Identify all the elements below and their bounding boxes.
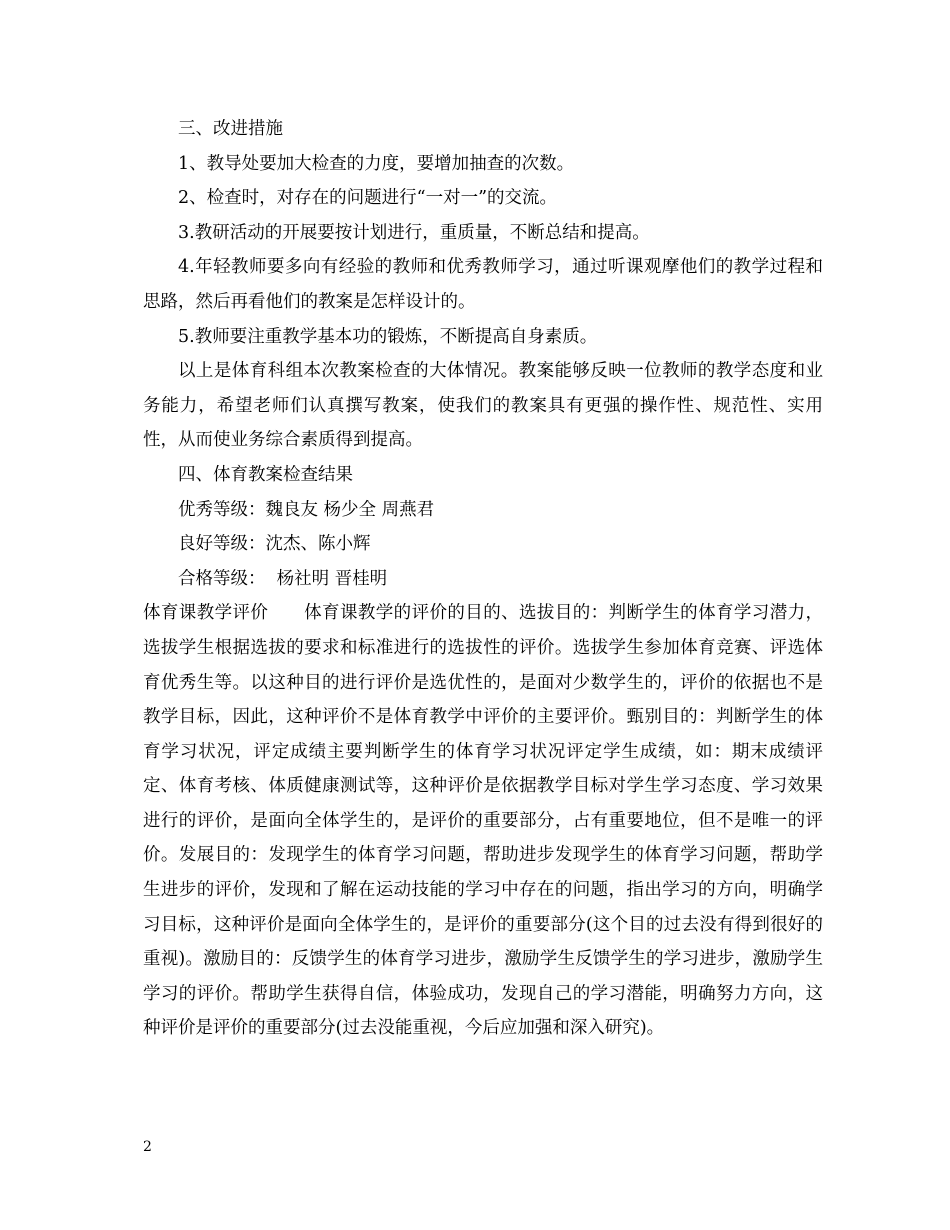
evaluation-paragraph: 体育课教学评价 体育课教学的评价的目的、选拔目的：判断学生的体育学习潜力，选拔学生根据选拔的要求和标准进行的选拔性的评价。选拔学生参加体育竞赛、评选体育优秀生等。以这种目的进行评价是选优性的，是面对少数学生的，评价的依据也不是教学目标，因此，这种评价不是体育教学中评价的主要评价。甄别目的：判断学生的体育学习状况，评定成绩主要判断学生的体育学习状况评定学生成绩，如：期末成绩评定、体育考核、体质健康测试等，这种评价是依据教学目标对学生学习态度、学习效果进行的评价，是面向全体学生的，是评价的重要部分，占有重要地位，但不是唯一的评价。发展目的：发现学生的体育学习问题，帮助进步发现学生的体育学习问题，帮助学生进步的评价，发现和了解在运动技能的学习中存在的问题，指出学习的方向，明确学习目标，这种评价是面向全体学生的，是评价的重要部分(这个目的过去没有得到很好的重视)。激励目的：反馈学生的体育学习进步，激励学生反馈学生的学习进步，激励学生学习的评价。帮助学生获得自信，体验成功，发现自己的学习潜能，明确努力方向，这种评价是评价的重要部分(过去没能重视，今后应加强和深入研究)。: [143, 603, 823, 1039]
result-excellent: 优秀等级：魏良友 杨少全 周燕君: [178, 499, 435, 520]
document-body: [143, 112, 823, 1046]
summary-paragraph: 以上是体育科组本次教案检查的大体情况。教案能够反映一位教师的教学态度和业务能力，希望老师们认真撰写教案，使我们的教案具有更强的操作性、规范性、实用性，从而使业务综合素质得到提高。: [143, 361, 823, 451]
result-good: 良好等级：沈杰、陈小辉: [178, 534, 371, 555]
measure-item-4: 4.年轻教师要多向有经验的教师和优秀教师学习，通过听课观摩他们的教学过程和思路，然后再看他们的教案是怎样设计的。: [143, 257, 823, 312]
measure-item-1: 1、教导处要加大检查的力度，要增加抽查的次数。: [178, 153, 575, 174]
page-number: 2: [143, 1139, 152, 1155]
measure-item-5: 5.教师要注重教学基本功的锻炼，不断提高自身素质。: [178, 326, 598, 347]
result-pass: 合格等级： 杨社明 晋桂明: [178, 568, 388, 589]
section-heading-results: 四、体育教案检查结果: [178, 464, 353, 485]
measure-item-2: 2、检查时，对存在的问题进行“一对一”的交流。: [178, 188, 558, 209]
measure-item-3: 3.教研活动的开展要按计划进行，重质量，不断总结和提高。: [178, 222, 650, 243]
section-heading-improvement: 三、改进措施: [178, 119, 283, 139]
